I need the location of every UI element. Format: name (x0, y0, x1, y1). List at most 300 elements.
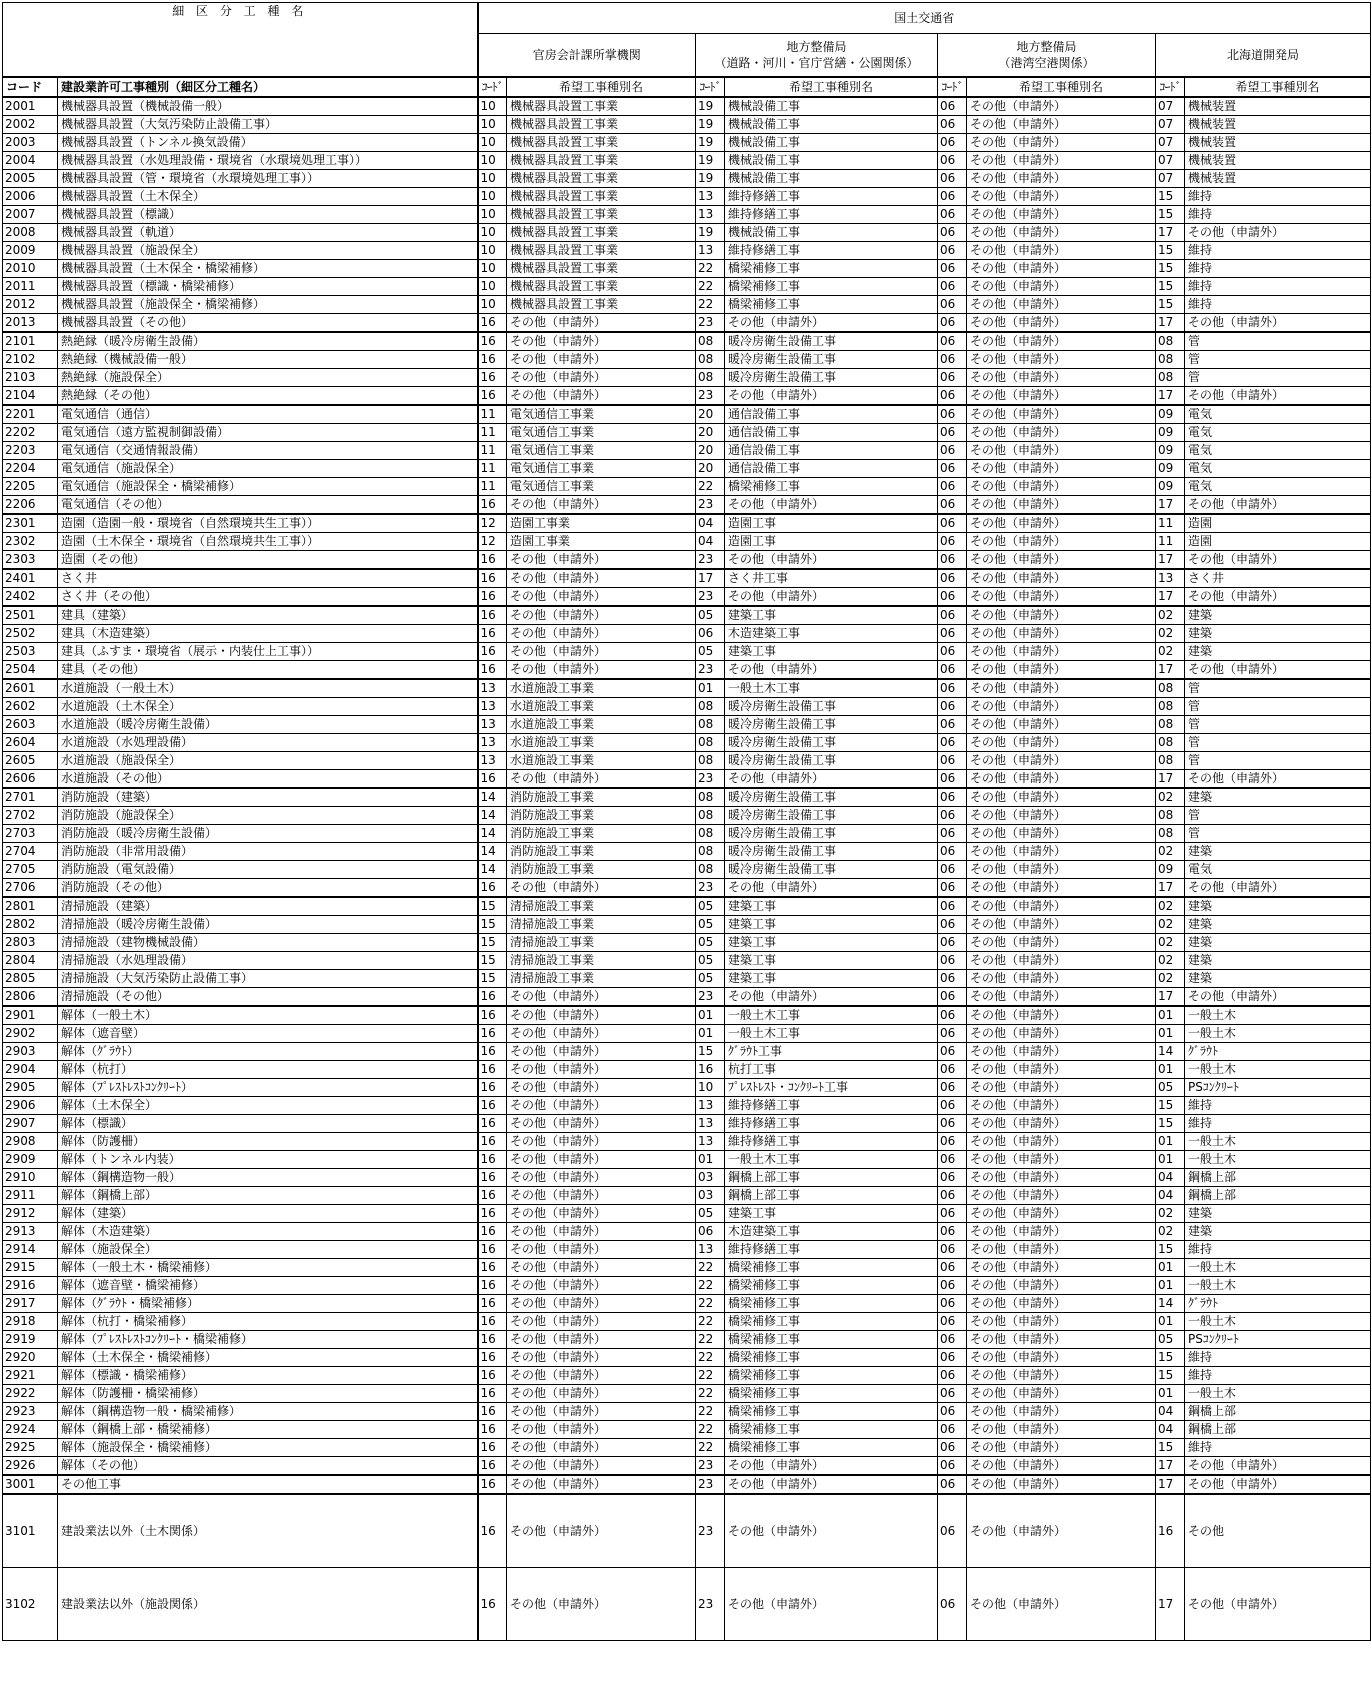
hokkaido-work-type: 管 (1185, 734, 1371, 752)
hokkaido-code: 08 (1156, 825, 1185, 843)
port-work-type: その他（申請外） (967, 716, 1156, 734)
road-river-work-type: その他（申請外） (725, 770, 938, 789)
port-work-type: その他（申請外） (967, 1025, 1156, 1043)
port-work-type: その他（申請外） (967, 807, 1156, 825)
port-code: 06 (938, 424, 967, 442)
port-work-type: その他（申請外） (967, 116, 1156, 134)
table-row (3, 1475, 1371, 1494)
row-work-type: 建具（その他） (58, 661, 478, 680)
port-code: 06 (938, 661, 967, 680)
table-row (3, 1277, 1371, 1295)
row-code: 2301 (3, 514, 58, 533)
road-river-code: 08 (696, 843, 725, 861)
hokkaido-code: 08 (1156, 369, 1185, 387)
row-work-type: 水道施設（施設保全） (58, 752, 478, 770)
road-river-work-type: 通信設備工事 (725, 460, 938, 478)
road-river-work-type: その他（申請外） (725, 661, 938, 680)
row-code: 2603 (3, 716, 58, 734)
row-work-type: 水道施設（その他） (58, 770, 478, 789)
table-row (3, 1187, 1371, 1205)
kanbo-work-type: その他（申請外） (507, 661, 696, 680)
road-river-code: 08 (696, 369, 725, 387)
port-code: 06 (938, 734, 967, 752)
kanbo-code: 16 (478, 1025, 507, 1043)
row-work-type: 建具（木造建築） (58, 625, 478, 643)
table-row (3, 843, 1371, 861)
port-code: 06 (938, 1295, 967, 1313)
port-work-type: その他（申請外） (967, 1169, 1156, 1187)
table-row (3, 1313, 1371, 1331)
port-work-type: その他（申請外） (967, 351, 1156, 369)
row-work-type: 機械器具設置（管・環境省（水環境処理工事）） (58, 170, 478, 188)
kanbo-work-type: 消防施設工事業 (507, 788, 696, 807)
road-river-code: 23 (696, 588, 725, 607)
kanbo-code: 10 (478, 260, 507, 278)
row-work-type: 電気通信（交通情報設備） (58, 442, 478, 460)
row-work-type: 解体（鋼橋上部・橋梁補修） (58, 1421, 478, 1439)
kanbo-code: 16 (478, 1097, 507, 1115)
table-row (3, 152, 1371, 170)
kanbo-code: 11 (478, 478, 507, 496)
table-row (3, 1223, 1371, 1241)
table-row (3, 734, 1371, 752)
kanbo-work-type: その他（申請外） (507, 643, 696, 661)
row-work-type: 解体（施設保全・橋梁補修） (58, 1439, 478, 1457)
hokkaido-code: 09 (1156, 478, 1185, 496)
table-row (3, 260, 1371, 278)
kanbo-work-type: 水道施設工事業 (507, 698, 696, 716)
hokkaido-code: 17 (1156, 1457, 1185, 1476)
hokkaido-work-type: 機械装置 (1185, 170, 1371, 188)
port-work-type: その他（申請外） (967, 1421, 1156, 1439)
hokkaido-code: 09 (1156, 442, 1185, 460)
port-work-type: その他（申請外） (967, 1097, 1156, 1115)
table-row (3, 1061, 1371, 1079)
road-river-code: 05 (696, 897, 725, 916)
row-code: 2402 (3, 588, 58, 607)
road-river-code: 19 (696, 97, 725, 116)
hokkaido-code: 02 (1156, 788, 1185, 807)
agency-header: 地方整備局 （道路・河川・官庁営繕・公園関係） (696, 34, 938, 78)
port-work-type: その他（申請外） (967, 1277, 1156, 1295)
road-river-code: 13 (696, 1133, 725, 1151)
hokkaido-code: 02 (1156, 843, 1185, 861)
row-code: 2905 (3, 1079, 58, 1097)
row-work-type: 清掃施設（建物機械設備） (58, 934, 478, 952)
port-work-type: その他（申請外） (967, 224, 1156, 242)
row-work-type: 解体（防護柵・橋梁補修） (58, 1385, 478, 1403)
table-row (3, 296, 1371, 314)
wish-column-header: 希望工事種別名 (725, 77, 938, 97)
row-code: 2805 (3, 970, 58, 988)
kanbo-work-type: 消防施設工事業 (507, 807, 696, 825)
small-code-header: ｺｰﾄﾞ (478, 77, 507, 97)
port-code: 06 (938, 260, 967, 278)
table-row (3, 278, 1371, 296)
table-row (3, 478, 1371, 496)
kanbo-work-type: 機械器具設置工事業 (507, 242, 696, 260)
row-work-type: 清掃施設（その他） (58, 988, 478, 1007)
port-work-type: その他（申請外） (967, 152, 1156, 170)
road-river-work-type: 橋梁補修工事 (725, 1295, 938, 1313)
table-row (3, 643, 1371, 661)
port-work-type: その他（申請外） (967, 134, 1156, 152)
port-code: 06 (938, 1169, 967, 1187)
hokkaido-work-type: 管 (1185, 752, 1371, 770)
road-river-code: 22 (696, 478, 725, 496)
road-river-work-type: 機械設備工事 (725, 170, 938, 188)
kanbo-code: 16 (478, 569, 507, 588)
kanbo-code: 14 (478, 843, 507, 861)
small-code-header: ｺｰﾄﾞ (1156, 77, 1185, 97)
hokkaido-code: 02 (1156, 897, 1185, 916)
hokkaido-code: 07 (1156, 97, 1185, 116)
road-river-code: 08 (696, 752, 725, 770)
hokkaido-work-type: その他（申請外） (1185, 314, 1371, 333)
kanbo-work-type: 機械器具設置工事業 (507, 260, 696, 278)
kanbo-work-type: その他（申請外） (507, 625, 696, 643)
row-code: 2908 (3, 1133, 58, 1151)
table-row (3, 752, 1371, 770)
row-work-type: 解体（鋼橋上部） (58, 1187, 478, 1205)
hokkaido-code: 08 (1156, 332, 1185, 351)
port-work-type: その他（申請外） (967, 460, 1156, 478)
hokkaido-code: 08 (1156, 698, 1185, 716)
kanbo-work-type: 機械器具設置工事業 (507, 296, 696, 314)
row-work-type: 解体（杭打・橋梁補修） (58, 1313, 478, 1331)
row-code: 2013 (3, 314, 58, 333)
road-river-work-type: 橋梁補修工事 (725, 1385, 938, 1403)
kanbo-work-type: 水道施設工事業 (507, 734, 696, 752)
row-code: 2914 (3, 1241, 58, 1259)
kanbo-code: 16 (478, 332, 507, 351)
hokkaido-code: 17 (1156, 988, 1185, 1007)
kanbo-work-type: その他（申請外） (507, 1475, 696, 1494)
row-work-type: 清掃施設（暖冷房衛生設備） (58, 916, 478, 934)
port-code: 06 (938, 369, 967, 387)
row-work-type: 解体（トンネル内装） (58, 1151, 478, 1169)
road-river-work-type: 橋梁補修工事 (725, 478, 938, 496)
row-code: 2005 (3, 170, 58, 188)
road-river-work-type: 木造建築工事 (725, 625, 938, 643)
port-work-type: その他（申請外） (967, 1043, 1156, 1061)
road-river-work-type: 一般土木工事 (725, 1151, 938, 1169)
hokkaido-work-type: その他（申請外） (1185, 496, 1371, 515)
hokkaido-code: 15 (1156, 242, 1185, 260)
road-river-work-type: その他（申請外） (725, 588, 938, 607)
road-river-work-type: 維持修繕工事 (725, 1115, 938, 1133)
road-river-code: 19 (696, 224, 725, 242)
row-work-type: 清掃施設（大気汚染防止設備工事） (58, 970, 478, 988)
kanbo-work-type: その他（申請外） (507, 1061, 696, 1079)
row-code: 2602 (3, 698, 58, 716)
row-code: 2901 (3, 1006, 58, 1025)
row-work-type: その他工事 (58, 1475, 478, 1494)
hokkaido-code: 17 (1156, 314, 1185, 333)
kanbo-code: 11 (478, 405, 507, 424)
hokkaido-code: 07 (1156, 134, 1185, 152)
road-river-code: 20 (696, 405, 725, 424)
port-work-type: その他（申請外） (967, 533, 1156, 551)
port-code: 06 (938, 843, 967, 861)
port-code: 06 (938, 296, 967, 314)
port-work-type: その他（申請外） (967, 661, 1156, 680)
table-row (3, 351, 1371, 369)
road-river-work-type: その他（申請外） (725, 496, 938, 515)
road-river-work-type: ｸﾞﾗｳﾄ工事 (725, 1043, 938, 1061)
hokkaido-code: 02 (1156, 934, 1185, 952)
kanbo-work-type: その他（申請外） (507, 1241, 696, 1259)
table-row (3, 224, 1371, 242)
port-work-type: その他（申請外） (967, 551, 1156, 570)
row-code: 2004 (3, 152, 58, 170)
road-river-work-type: 通信設備工事 (725, 442, 938, 460)
port-work-type: その他（申請外） (967, 1494, 1156, 1568)
port-code: 06 (938, 679, 967, 698)
road-river-work-type: 機械設備工事 (725, 152, 938, 170)
kanbo-work-type: その他（申請外） (507, 1277, 696, 1295)
port-work-type: その他（申請外） (967, 1006, 1156, 1025)
row-work-type: 解体（木造建築） (58, 1223, 478, 1241)
road-river-work-type: 橋梁補修工事 (725, 1403, 938, 1421)
road-river-code: 08 (696, 825, 725, 843)
port-work-type: その他（申請外） (967, 1187, 1156, 1205)
port-code: 06 (938, 1079, 967, 1097)
row-code: 2922 (3, 1385, 58, 1403)
row-work-type: 造園（土木保全・環境省（自然環境共生工事）） (58, 533, 478, 551)
port-code: 06 (938, 314, 967, 333)
port-work-type: その他（申請外） (967, 332, 1156, 351)
table-row (3, 625, 1371, 643)
port-code: 06 (938, 788, 967, 807)
row-work-type: 解体（ｸﾞﾗｳﾄ） (58, 1043, 478, 1061)
road-river-work-type: 暖冷房衛生設備工事 (725, 351, 938, 369)
hokkaido-work-type: 一般土木 (1185, 1151, 1371, 1169)
kanbo-work-type: その他（申請外） (507, 332, 696, 351)
port-work-type: その他（申請外） (967, 1151, 1156, 1169)
hokkaido-code: 04 (1156, 1421, 1185, 1439)
port-work-type: その他（申請外） (967, 1568, 1156, 1641)
hokkaido-work-type: 一般土木 (1185, 1313, 1371, 1331)
port-work-type: その他（申請外） (967, 1349, 1156, 1367)
port-code: 06 (938, 606, 967, 625)
row-work-type: 電気通信（施設保全・橋梁補修） (58, 478, 478, 496)
hokkaido-code: 04 (1156, 1169, 1185, 1187)
road-river-code: 22 (696, 1367, 725, 1385)
port-work-type: その他（申請外） (967, 825, 1156, 843)
road-river-work-type: 暖冷房衛生設備工事 (725, 788, 938, 807)
road-river-code: 23 (696, 1457, 725, 1476)
kanbo-code: 16 (478, 1295, 507, 1313)
road-river-code: 01 (696, 679, 725, 698)
port-code: 06 (938, 332, 967, 351)
table-row (3, 1043, 1371, 1061)
hokkaido-work-type: その他（申請外） (1185, 1568, 1371, 1641)
table-row (3, 679, 1371, 698)
row-code: 2919 (3, 1331, 58, 1349)
port-code: 06 (938, 588, 967, 607)
row-code: 2926 (3, 1457, 58, 1476)
hokkaido-code: 08 (1156, 752, 1185, 770)
row-code: 2302 (3, 533, 58, 551)
hokkaido-work-type: 維持 (1185, 1439, 1371, 1457)
port-work-type: その他（申請外） (967, 496, 1156, 515)
kanbo-work-type: 造園工事業 (507, 533, 696, 551)
row-work-type: 機械器具設置（標識） (58, 206, 478, 224)
kanbo-work-type: 電気通信工事業 (507, 460, 696, 478)
hokkaido-work-type: 管 (1185, 825, 1371, 843)
row-code: 2921 (3, 1367, 58, 1385)
kanbo-work-type: その他（申請外） (507, 1097, 696, 1115)
kanbo-work-type: 機械器具設置工事業 (507, 97, 696, 116)
port-work-type: その他（申請外） (967, 952, 1156, 970)
port-code: 06 (938, 807, 967, 825)
row-code: 2706 (3, 879, 58, 898)
kanbo-code: 16 (478, 661, 507, 680)
table-row (3, 369, 1371, 387)
road-river-work-type: 維持修繕工事 (725, 1241, 938, 1259)
table-row (3, 970, 1371, 988)
port-code: 06 (938, 97, 967, 116)
kanbo-work-type: 機械器具設置工事業 (507, 224, 696, 242)
kanbo-work-type: その他（申請外） (507, 387, 696, 406)
row-code: 2703 (3, 825, 58, 843)
road-river-work-type: 橋梁補修工事 (725, 1277, 938, 1295)
kanbo-work-type: その他（申請外） (507, 988, 696, 1007)
hokkaido-work-type: 管 (1185, 698, 1371, 716)
port-work-type: その他（申請外） (967, 1367, 1156, 1385)
table-row (3, 1097, 1371, 1115)
row-code: 2904 (3, 1061, 58, 1079)
kanbo-work-type: その他（申請外） (507, 1457, 696, 1476)
kanbo-work-type: その他（申請外） (507, 588, 696, 607)
row-code: 2909 (3, 1151, 58, 1169)
hokkaido-work-type: 鋼橋上部 (1185, 1169, 1371, 1187)
table-row (3, 1133, 1371, 1151)
table-row (3, 1367, 1371, 1385)
road-river-work-type: その他（申請外） (725, 314, 938, 333)
road-river-code: 23 (696, 661, 725, 680)
hokkaido-work-type: 一般土木 (1185, 1259, 1371, 1277)
row-code: 2102 (3, 351, 58, 369)
hokkaido-code: 14 (1156, 1043, 1185, 1061)
port-work-type: その他（申請外） (967, 1439, 1156, 1457)
port-work-type: その他（申請外） (967, 861, 1156, 879)
port-work-type: その他（申請外） (967, 679, 1156, 698)
port-work-type: その他（申請外） (967, 260, 1156, 278)
hokkaido-work-type: 電気 (1185, 861, 1371, 879)
kanbo-code: 11 (478, 424, 507, 442)
kanbo-work-type: 水道施設工事業 (507, 752, 696, 770)
road-river-work-type: 一般土木工事 (725, 1006, 938, 1025)
port-work-type: その他（申請外） (967, 934, 1156, 952)
row-code: 2504 (3, 661, 58, 680)
kanbo-code: 16 (478, 770, 507, 789)
road-river-work-type: 造園工事 (725, 533, 938, 551)
road-river-work-type: 建築工事 (725, 916, 938, 934)
kanbo-work-type: 機械器具設置工事業 (507, 206, 696, 224)
road-river-code: 08 (696, 698, 725, 716)
row-work-type: 解体（土木保全） (58, 1097, 478, 1115)
hokkaido-code: 15 (1156, 188, 1185, 206)
hokkaido-work-type: その他（申請外） (1185, 387, 1371, 406)
kanbo-code: 16 (478, 1313, 507, 1331)
row-work-type: 解体（一般土木） (58, 1006, 478, 1025)
kanbo-work-type: 消防施設工事業 (507, 825, 696, 843)
table-row (3, 1403, 1371, 1421)
row-work-type: 造園（造園一般・環境省（自然環境共生工事）） (58, 514, 478, 533)
row-work-type: 熱絶縁（暖冷房衛生設備） (58, 332, 478, 351)
hokkaido-code: 01 (1156, 1061, 1185, 1079)
hokkaido-work-type: PSｺﾝｸﾘｰﾄ (1185, 1079, 1371, 1097)
hokkaido-work-type: 管 (1185, 807, 1371, 825)
road-river-code: 05 (696, 952, 725, 970)
road-river-code: 04 (696, 514, 725, 533)
kanbo-code: 16 (478, 369, 507, 387)
kanbo-work-type: 清掃施設工事業 (507, 952, 696, 970)
road-river-code: 08 (696, 716, 725, 734)
port-code: 06 (938, 1115, 967, 1133)
road-river-code: 23 (696, 496, 725, 515)
kanbo-code: 14 (478, 825, 507, 843)
port-work-type: その他（申請外） (967, 188, 1156, 206)
hokkaido-code: 15 (1156, 1367, 1185, 1385)
kanbo-code: 16 (478, 625, 507, 643)
row-work-type: 電気通信（施設保全） (58, 460, 478, 478)
road-river-code: 22 (696, 1277, 725, 1295)
row-code: 2705 (3, 861, 58, 879)
hokkaido-work-type: 一般土木 (1185, 1006, 1371, 1025)
table-row (3, 116, 1371, 134)
kanbo-work-type: その他（申請外） (507, 1385, 696, 1403)
road-river-work-type: 機械設備工事 (725, 97, 938, 116)
row-code: 3101 (3, 1494, 58, 1568)
road-river-work-type: 維持修繕工事 (725, 188, 938, 206)
kanbo-work-type: その他（申請外） (507, 1439, 696, 1457)
port-code: 06 (938, 170, 967, 188)
table-row (3, 424, 1371, 442)
row-code: 2802 (3, 916, 58, 934)
kanbo-work-type: その他（申請外） (507, 1205, 696, 1223)
kanbo-work-type: その他（申請外） (507, 1421, 696, 1439)
hokkaido-work-type: その他（申請外） (1185, 988, 1371, 1007)
port-code: 06 (938, 1151, 967, 1169)
road-river-work-type: 橋梁補修工事 (725, 1331, 938, 1349)
port-code: 06 (938, 1313, 967, 1331)
kanbo-code: 16 (478, 1079, 507, 1097)
kanbo-code: 10 (478, 170, 507, 188)
table-row (3, 387, 1371, 406)
wish-column-header: 希望工事種別名 (967, 77, 1156, 97)
port-code: 06 (938, 569, 967, 588)
port-code: 06 (938, 1457, 967, 1476)
kanbo-code: 16 (478, 1259, 507, 1277)
hokkaido-work-type: 電気 (1185, 442, 1371, 460)
road-river-work-type: 橋梁補修工事 (725, 1439, 938, 1457)
row-work-type: 解体（標識） (58, 1115, 478, 1133)
road-river-code: 22 (696, 1349, 725, 1367)
port-code: 06 (938, 770, 967, 789)
row-code: 2012 (3, 296, 58, 314)
kanbo-code: 16 (478, 1568, 507, 1641)
hokkaido-code: 17 (1156, 1568, 1185, 1641)
hokkaido-work-type: 鋼橋上部 (1185, 1403, 1371, 1421)
road-river-code: 23 (696, 1475, 725, 1494)
kanbo-work-type: その他（申請外） (507, 551, 696, 570)
road-river-work-type: 橋梁補修工事 (725, 260, 938, 278)
port-code: 06 (938, 897, 967, 916)
road-river-work-type: 鋼橋上部工事 (725, 1169, 938, 1187)
